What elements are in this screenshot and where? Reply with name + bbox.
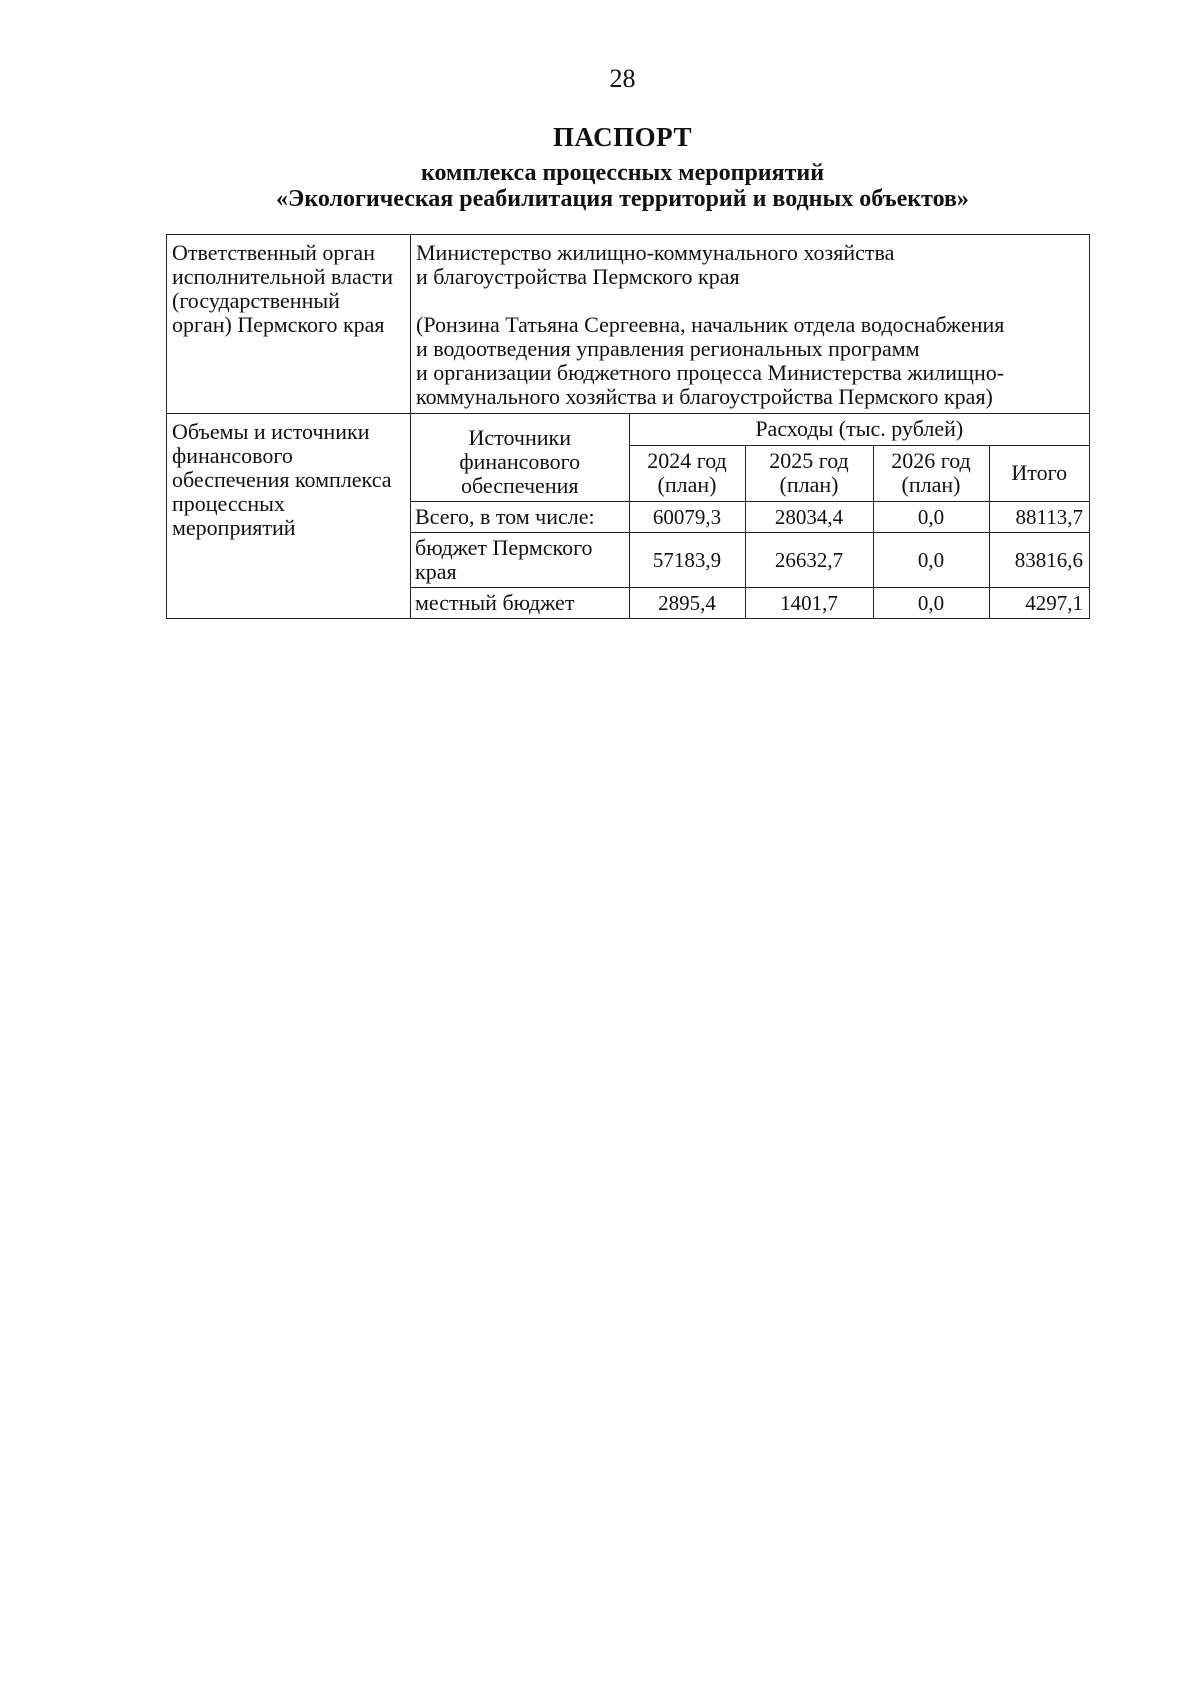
contact-line-3: и организации бюджетного процесса Министерства жилищно-: [416, 360, 1005, 385]
ministry-line-1: Министерство жилищно-коммунального хозяйства: [416, 240, 895, 265]
value-cell: 26632,7: [745, 533, 873, 588]
column-header: 2024 год (план): [629, 445, 745, 501]
page-number: 28: [609, 64, 636, 93]
responsible-label: Ответственный орган исполнительной власти (государственный орган) Пермского края: [167, 235, 411, 414]
subtitle-line-1: комплекса процессных мероприятий: [420, 160, 825, 186]
responsible-row: [167, 235, 1090, 414]
column-header: 2026 год (план): [873, 445, 989, 501]
value-cell: 88113,7: [989, 502, 1089, 533]
table-row: [411, 588, 1089, 619]
source-cell: бюджет Пермского края: [411, 533, 629, 588]
value-cell: 0,0: [873, 588, 989, 619]
passport-table: [166, 234, 1090, 619]
value-cell: 0,0: [873, 533, 989, 588]
contact-line-1: (Ронзина Татьяна Сергеевна, начальник отдела водоснабжения: [416, 312, 1005, 337]
value-cell: 60079,3: [629, 502, 745, 533]
source-cell: Всего, в том числе:: [411, 502, 629, 533]
table-row: [411, 533, 1089, 588]
value-cell: 28034,4: [745, 502, 873, 533]
financing-label: Объемы и источники финансового обеспечения комплекса процессных мероприятий: [167, 414, 411, 619]
document-subtitle: [0, 160, 1200, 212]
column-header: Итого: [989, 445, 1089, 501]
responsible-value: [411, 235, 1090, 414]
financing-cell: [411, 414, 1090, 619]
column-header: 2025 год (план): [745, 445, 873, 501]
value-cell: 1401,7: [745, 588, 873, 619]
table-row: [411, 502, 1089, 533]
sources-header: Источники финансового обеспечения: [411, 414, 629, 502]
value-cell: 4297,1: [989, 588, 1089, 619]
expenses-header: Расходы (тыс. рублей): [629, 414, 1089, 445]
financing-header-row: [411, 414, 1089, 445]
value-cell: 57183,9: [629, 533, 745, 588]
value-cell: 0,0: [873, 502, 989, 533]
financing-table: [411, 414, 1089, 618]
value-cell: 83816,6: [989, 533, 1089, 588]
contact-line-4: коммунального хозяйства и благоустройства Пермского края): [416, 384, 993, 409]
document-title: ПАСПОРТ: [553, 122, 692, 152]
financing-row: [167, 414, 1090, 619]
subtitle-line-2: «Экологическая реабилитация территорий и водных объектов»: [276, 186, 969, 212]
contact-line-2: и водоотведения управления региональных программ: [416, 336, 920, 361]
value-cell: 2895,4: [629, 588, 745, 619]
source-cell: местный бюджет: [411, 588, 629, 619]
ministry-line-2: и благоустройства Пермского края: [416, 264, 740, 289]
